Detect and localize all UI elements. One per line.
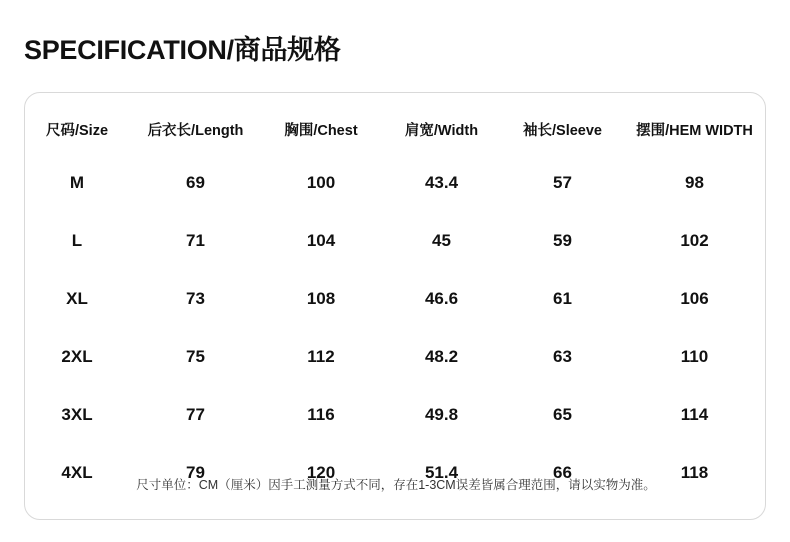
cell-length: 79	[186, 463, 205, 482]
cell-width: 46.6	[424, 289, 459, 308]
cell-size: L	[71, 231, 83, 250]
cell-sleeve: 57	[553, 173, 572, 192]
table-body	[25, 154, 767, 502]
table-row	[25, 212, 767, 270]
cell-hem-width: 114	[680, 405, 709, 424]
cell-size: 2XL	[61, 347, 93, 366]
cell-chest: 116	[307, 405, 335, 424]
measurement-note: 尺寸单位：CM（厘米）因手工测量方式不同，存在1-3CM误差皆属合理范围，请以实物为准。	[136, 478, 656, 492]
table-row	[25, 328, 767, 386]
cell-size: XL	[66, 289, 88, 308]
cell-hem-width: 98	[685, 173, 704, 192]
cell-size: M	[69, 173, 85, 192]
cell-width: 49.8	[424, 405, 459, 424]
cell-width: 45	[432, 231, 451, 250]
column-header-size: 尺码/Size	[45, 123, 109, 139]
cell-length: 73	[186, 289, 205, 308]
cell-sleeve: 63	[553, 347, 572, 366]
cell-width: 48.2	[424, 347, 459, 366]
size-chart-table	[25, 107, 767, 502]
cell-chest: 112	[307, 347, 335, 366]
cell-chest: 104	[306, 231, 336, 250]
cell-hem-width: 118	[680, 463, 709, 482]
table-row	[25, 386, 767, 444]
cell-chest: 120	[306, 463, 336, 482]
cell-length: 69	[186, 173, 205, 192]
cell-length: 77	[186, 405, 205, 424]
cell-length: 71	[186, 231, 205, 250]
cell-hem-width: 110	[680, 347, 709, 366]
column-header-width: 肩宽/Width	[404, 123, 479, 139]
column-header-chest: 胸围/Chest	[284, 123, 358, 139]
page-title: SPECIFICATION/商品规格	[24, 35, 341, 65]
column-header-length: 后衣长/Length	[147, 123, 244, 139]
cell-width: 51.4	[424, 463, 459, 482]
cell-size: 4XL	[61, 463, 93, 482]
cell-chest: 100	[306, 173, 336, 192]
size-chart-card	[24, 92, 766, 520]
table-row	[25, 270, 767, 328]
cell-sleeve: 61	[553, 289, 572, 308]
cell-hem-width: 102	[680, 231, 709, 250]
cell-length: 75	[186, 347, 205, 366]
cell-sleeve: 66	[553, 463, 572, 482]
table-row	[25, 444, 767, 502]
cell-chest: 108	[306, 289, 336, 308]
table-header	[25, 107, 767, 154]
column-header-sleeve: 袖长/Sleeve	[523, 123, 602, 139]
table-header-row	[25, 107, 767, 154]
cell-hem-width: 106	[680, 289, 709, 308]
cell-sleeve: 59	[553, 231, 572, 250]
cell-sleeve: 65	[553, 405, 572, 424]
cell-width: 43.4	[424, 173, 459, 192]
table-row	[25, 154, 767, 212]
column-header-hem-width: 摆围/HEM WIDTH	[636, 123, 753, 139]
cell-size: 3XL	[61, 405, 93, 424]
